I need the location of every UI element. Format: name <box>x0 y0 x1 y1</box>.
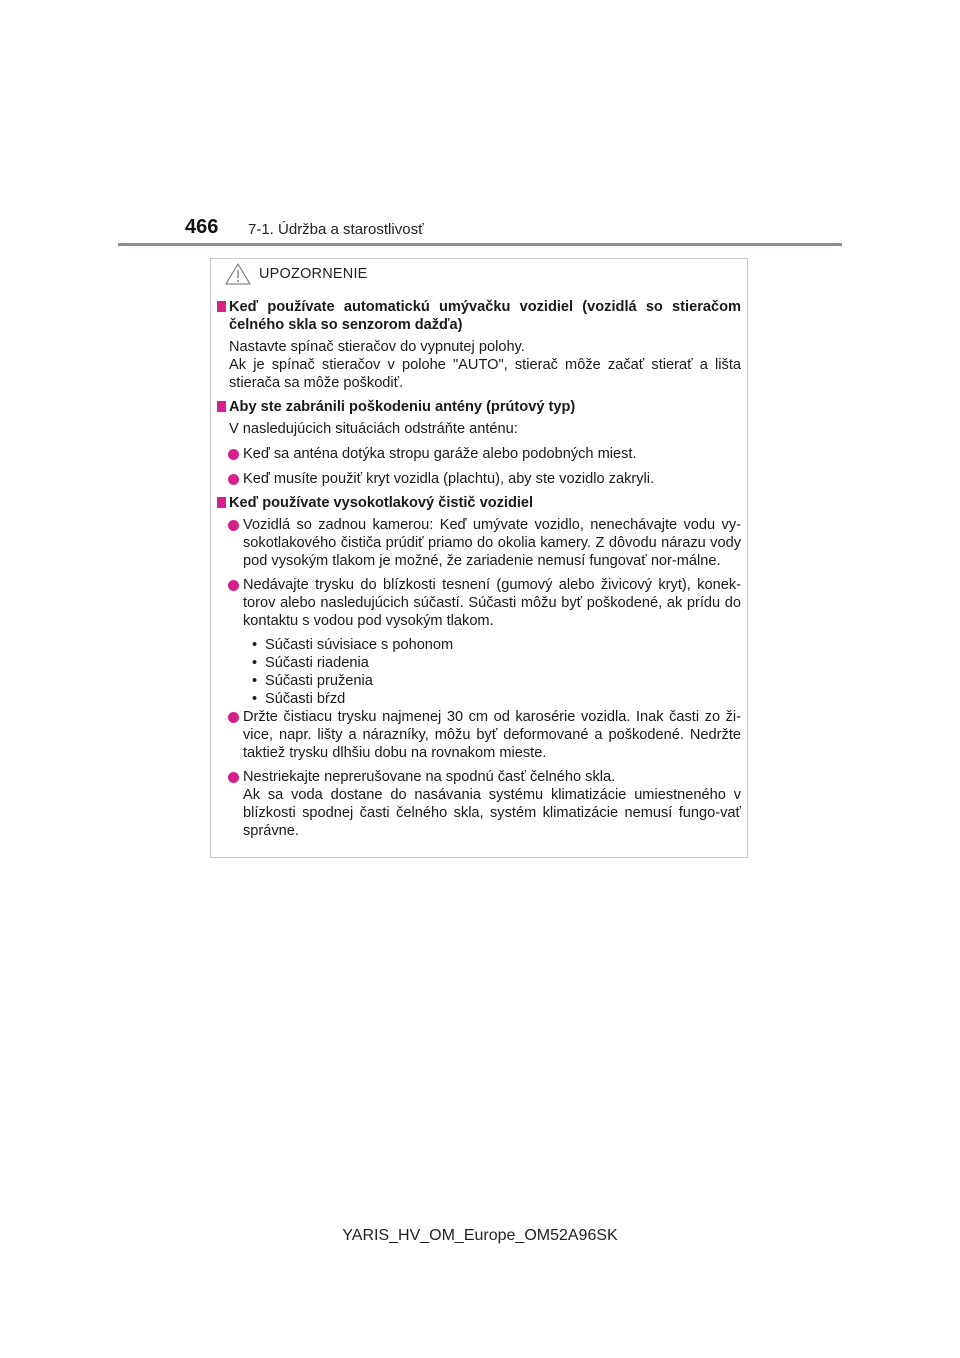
circle-bullet-icon <box>228 520 239 531</box>
square-bullet-icon <box>217 497 226 508</box>
list-item <box>217 445 741 463</box>
sub-list-item <box>217 636 741 654</box>
warning-box <box>210 258 748 858</box>
section-heading <box>217 298 741 334</box>
page-number: 466 <box>185 216 219 238</box>
list-item-text: Keď musíte použiť kryt vozidla (plachtu), aby ste vozidlo zakryli. <box>243 471 655 487</box>
section-heading-text: Keď používate automatickú umývačku vozidiel (vozidlá so stieračom čelného skla so senzorom dažďa) <box>229 299 741 333</box>
list-item-text: Ak sa voda dostane do nasávania systému klimatizácie umiestneného v blízkosti spodnej časti čelného skla, systém klimatizácie nemusí fungo-vať správne. <box>243 787 741 839</box>
small-dot-icon: • <box>252 655 258 671</box>
list-item-text: Nestriekajte neprerušovane na spodnú časť čelného skla. <box>243 769 616 785</box>
circle-bullet-icon <box>228 474 239 485</box>
square-bullet-icon <box>217 301 226 312</box>
list-item <box>217 708 741 762</box>
circle-bullet-icon <box>228 772 239 783</box>
circle-bullet-icon <box>228 449 239 460</box>
sub-list-item <box>217 654 741 672</box>
section-heading-text: Keď používate vysokotlakový čistič vozidiel <box>229 495 534 511</box>
sub-list-item-text: Súčasti pruženia <box>265 673 373 689</box>
list-item <box>217 576 741 630</box>
warning-content <box>217 298 741 840</box>
paragraph: Ak je spínač stieračov v polohe "AUTO", stierač môže začať stierať a lišta stierača sa môže poškodiť. <box>229 357 741 391</box>
paragraph: V nasledujúcich situáciách odstráňte anténu: <box>229 421 518 437</box>
list-item-text: Držte čistiacu trysku najmenej 30 cm od karosérie vozidla. Inak časti zo ži-vice, napr. lišty a nárazníky, môžu byť deformované a poškodené. Nedržte taktiež trysku dlhšiu dobu na rovnakom mieste. <box>243 709 741 761</box>
circle-bullet-icon <box>228 580 239 591</box>
sub-list-item <box>217 690 741 708</box>
paragraph: Nastavte spínač stieračov do vypnutej polohy. <box>229 339 525 355</box>
sub-list-item-text: Súčasti súvisiace s pohonom <box>265 637 454 653</box>
list-item-text: Vozidlá so zadnou kamerou: Keď umývate vozidlo, nenechávajte vodu vy-sokotlakového čističa prúdiť priamo do okolia kamery. Z dôvodu nárazu vody pod vysokým tlakom je možné, že zariadenie nemusí fungovať nor-málne. <box>243 517 741 569</box>
document-code: YARIS_HV_OM_Europe_OM52A96SK <box>342 1227 618 1244</box>
sub-list-item <box>217 672 741 690</box>
sub-list-item-text: Súčasti bŕzd <box>265 691 346 707</box>
list-item-continuation <box>217 786 741 840</box>
list-item-text: Keď sa anténa dotýka stropu garáže alebo podobných miest. <box>243 446 637 462</box>
warning-header <box>225 263 368 285</box>
section-heading <box>217 398 741 416</box>
small-dot-icon: • <box>252 673 258 689</box>
warning-label: UPOZORNENIE <box>259 266 368 282</box>
list-item <box>217 470 741 488</box>
section-title: 7-1. Údržba a starostlivosť <box>248 221 424 238</box>
square-bullet-icon <box>217 401 226 412</box>
sub-list-item-text: Súčasti riadenia <box>265 655 369 671</box>
warning-triangle-icon <box>225 263 251 285</box>
section-heading-text: Aby ste zabránili poškodeniu antény (prútový typ) <box>229 399 576 415</box>
small-dot-icon: • <box>252 691 258 707</box>
list-item <box>217 516 741 570</box>
list-item <box>217 768 741 786</box>
list-item-text: Nedávajte trysku do blízkosti tesnení (gumový alebo živicový kryt), konek-torov alebo nasledujúcich súčastí. Súčasti môžu byť poškodené, ak prídu do kontaktu s vodou pod vysokým tlakom. <box>243 577 741 629</box>
section-heading <box>217 494 741 512</box>
circle-bullet-icon <box>228 712 239 723</box>
small-dot-icon: • <box>252 637 258 653</box>
header-divider <box>118 243 842 246</box>
